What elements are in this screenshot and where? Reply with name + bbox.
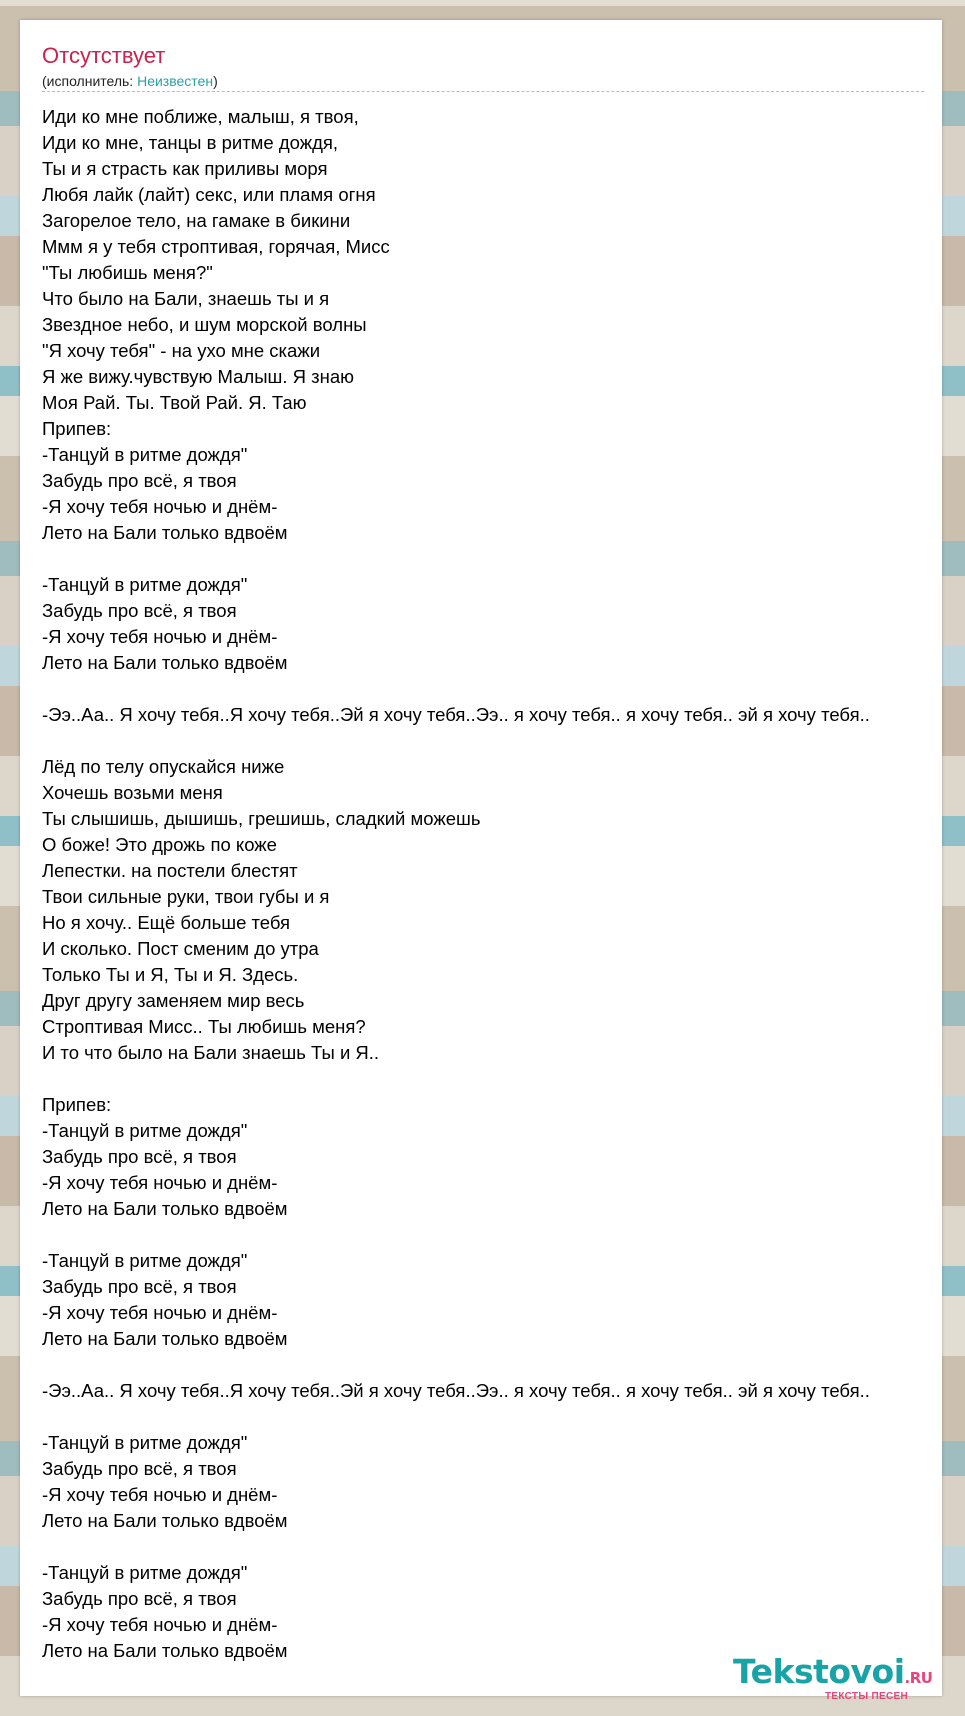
lyric-blank-line: [42, 546, 942, 572]
site-logo[interactable]: [733, 1653, 953, 1703]
lyric-line: Лето на Бали только вдвоём: [42, 1640, 288, 1661]
lyric-line: Забудь про всё, я твоя: [42, 1146, 237, 1167]
lyric-line: Строптивая Мисс.. Ты любишь меня?: [42, 1016, 366, 1037]
lyric-line: Забудь про всё, я твоя: [42, 1588, 237, 1609]
lyric-line: -Танцуй в ритме дождя": [42, 1250, 248, 1271]
lyric-line: И то что было на Бали знаешь Ты и Я..: [42, 1042, 380, 1063]
lyric-line: -Танцуй в ритме дождя": [42, 574, 248, 595]
lyric-blank-line: [42, 676, 942, 702]
lyric-line: Только Ты и Я, Ты и Я. Здесь.: [42, 964, 299, 985]
lyric-line: Лето на Бали только вдвоём: [42, 1328, 288, 1349]
lyric-line: Припев:: [42, 418, 112, 439]
lyric-line: -Танцуй в ритме дождя": [42, 1562, 248, 1583]
lyric-line: Лепестки. на постели блестят: [42, 860, 298, 881]
lyric-blank-line: [42, 1404, 942, 1430]
lyric-line: Иди ко мне, танцы в ритме дождя,: [42, 132, 339, 153]
lyric-blank-line: [42, 1222, 942, 1248]
lyrics-card: [20, 20, 942, 1702]
lyric-line: Ммм я у тебя строптивая, горячая, Мисс: [42, 236, 390, 257]
lyric-line: Забудь про всё, я твоя: [42, 1458, 237, 1479]
lyric-line: Лето на Бали только вдвоём: [42, 1198, 288, 1219]
lyric-line: -Ээ..Аа.. Я хочу тебя..Я хочу тебя..Эй я хочу тебя..Ээ.. я хочу тебя.. я хочу тебя.. эй я хочу тебя..: [42, 1380, 870, 1401]
lyric-line: Загорелое тело, на гамаке в бикини: [42, 210, 351, 231]
lyric-line: О боже! Это дрожь по коже: [42, 834, 277, 855]
artist-prefix: (исполнитель:: [42, 73, 138, 89]
lyric-line: -Я хочу тебя ночью и днём-: [42, 1302, 278, 1323]
lyric-line: Друг другу заменяем мир весь: [42, 990, 305, 1011]
lyric-line: -Я хочу тебя ночью и днём-: [42, 1484, 278, 1505]
lyric-line: Звездное небо, и шум морской волны: [42, 314, 367, 335]
lyric-line: Хочешь возьми меня: [42, 782, 223, 803]
lyric-line: Что было на Бали, знаешь ты и я: [42, 288, 330, 309]
lyric-line: И сколько. Пост сменим до утра: [42, 938, 319, 959]
lyric-blank-line: [42, 728, 942, 754]
logo-domain: .RU: [904, 1669, 933, 1687]
lyric-line: Твои сильные руки, твои губы и я: [42, 886, 330, 907]
lyric-line: -Ээ..Аа.. Я хочу тебя..Я хочу тебя..Эй я хочу тебя..Ээ.. я хочу тебя.. я хочу тебя.. эй я хочу тебя..: [42, 704, 870, 725]
title-divider: [42, 91, 924, 92]
logo-tagline: ТЕКСТЫ ПЕСЕН: [825, 1691, 908, 1702]
lyric-line: Лето на Бали только вдвоём: [42, 1510, 288, 1531]
lyric-line: Любя лайк (лайт) секс, или пламя огня: [42, 184, 376, 205]
lyric-line: Забудь про всё, я твоя: [42, 470, 237, 491]
lyric-line: -Я хочу тебя ночью и днём-: [42, 1614, 278, 1635]
song-title: Отсутствует: [42, 43, 166, 68]
lyric-blank-line: [42, 1066, 942, 1092]
lyric-line: Лето на Бали только вдвоём: [42, 652, 288, 673]
logo-brand: Tekstovoi: [733, 1652, 905, 1691]
lyric-line: Припев:: [42, 1094, 112, 1115]
lyric-line: Ты и я страсть как приливы моря: [42, 158, 328, 179]
lyric-line: Но я хочу.. Ещё больше тебя: [42, 912, 291, 933]
lyric-blank-line: [42, 1534, 942, 1560]
lyric-line: Моя Рай. Ты. Твой Рай. Я. Таю: [42, 392, 307, 413]
lyrics-text: [42, 104, 942, 1664]
lyric-line: Иди ко мне поближе, малыш, я твоя,: [42, 106, 359, 127]
lyric-blank-line: [42, 1352, 942, 1378]
artist-link[interactable]: Неизвестен: [137, 73, 214, 89]
lyric-line: -Я хочу тебя ночью и днём-: [42, 496, 278, 517]
lyric-line: -Танцуй в ритме дождя": [42, 444, 248, 465]
artist-suffix: ): [213, 73, 218, 89]
lyric-line: Ты слышишь, дышишь, грешишь, сладкий можешь: [42, 808, 481, 829]
lyric-line: Лёд по телу опускайся ниже: [42, 756, 285, 777]
lyric-line: -Я хочу тебя ночью и днём-: [42, 626, 278, 647]
song-meta: [42, 73, 218, 89]
lyric-line: Забудь про всё, я твоя: [42, 600, 237, 621]
lyric-line: -Танцуй в ритме дождя": [42, 1120, 248, 1141]
lyric-line: Забудь про всё, я твоя: [42, 1276, 237, 1297]
lyric-line: -Я хочу тебя ночью и днём-: [42, 1172, 278, 1193]
lyric-line: Я же вижу.чувствую Малыш. Я знаю: [42, 366, 354, 387]
lyric-line: Лето на Бали только вдвоём: [42, 522, 288, 543]
lyric-line: "Ты любишь меня?": [42, 262, 213, 283]
lyric-line: -Танцуй в ритме дождя": [42, 1432, 248, 1453]
lyric-line: "Я хочу тебя" - на ухо мне скажи: [42, 340, 321, 361]
